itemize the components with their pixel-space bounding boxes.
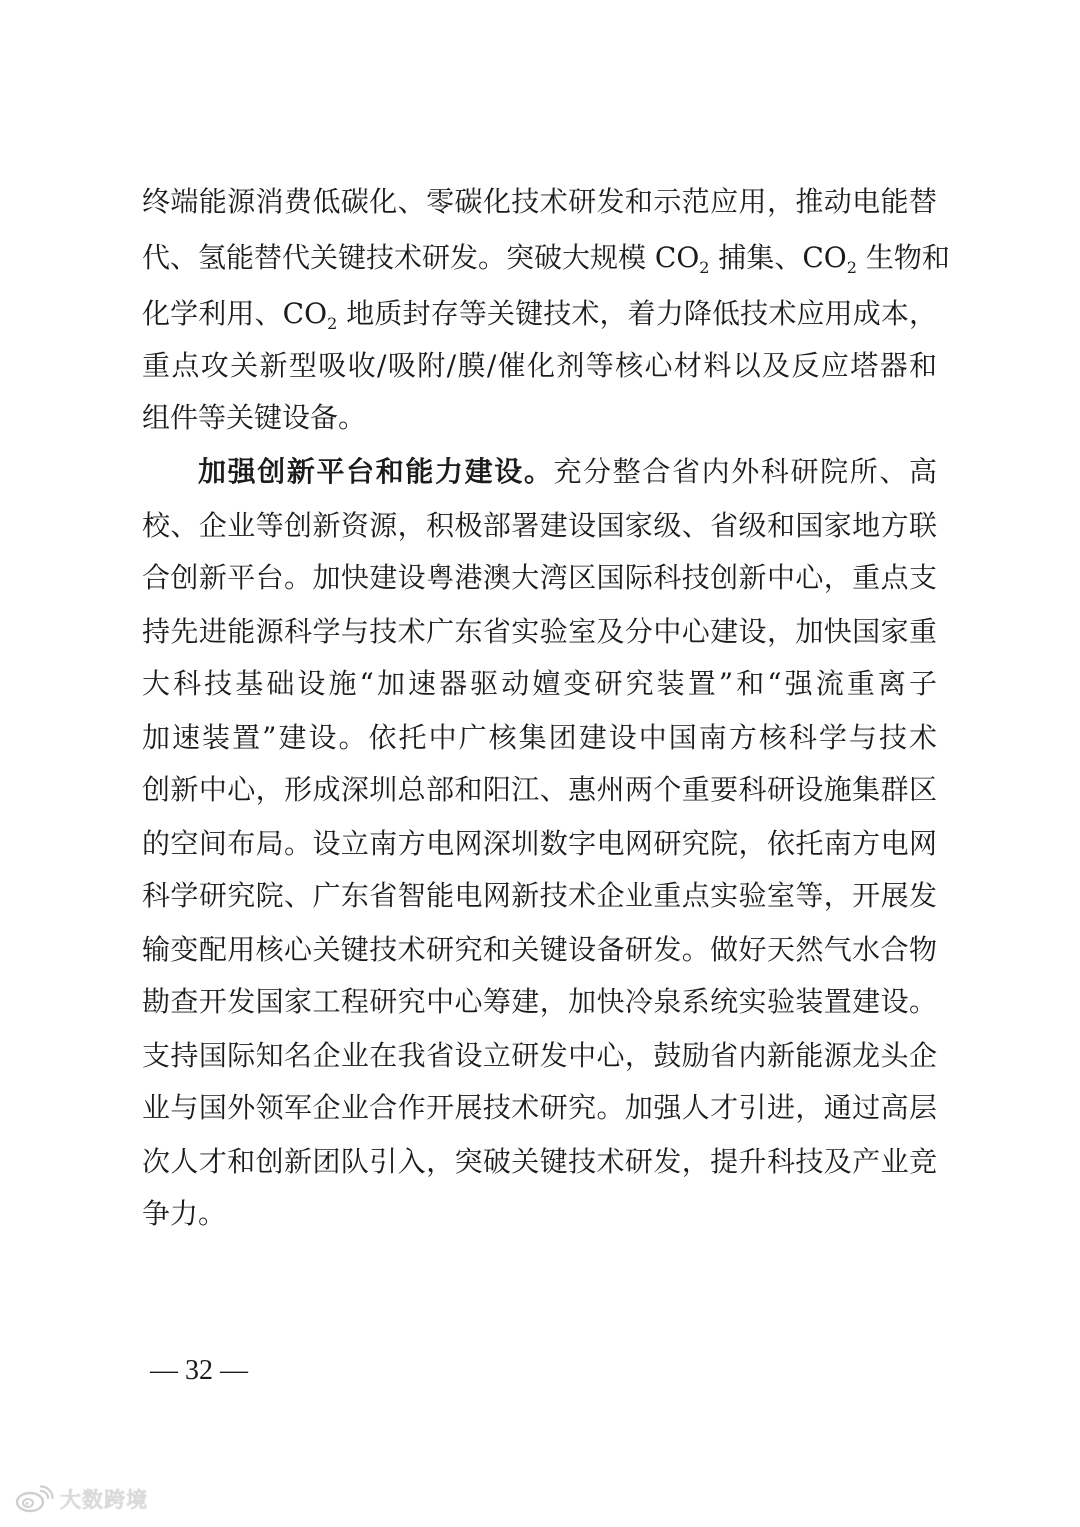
paragraph-2-line: 校、企业等创新资源，积极部署建设国家级、省级和国家地方联 <box>142 509 937 542</box>
page-number: — 32 — <box>150 1355 248 1386</box>
text-segment: 捕集、CO <box>709 241 847 274</box>
paragraph-1-line-5: 组件等关键设备。 <box>142 401 367 434</box>
weibo-logo-icon <box>14 1485 54 1513</box>
paragraph-1-line-3 <box>142 288 937 340</box>
text-segment: 充分整合省内外科研院所、高 <box>553 455 937 488</box>
paragraph-2-line: 的空间布局。设立南方电网深圳数字电网研究院，依托南方电网 <box>142 827 937 860</box>
paragraph-2-line: 业与国外领军企业合作开展技术研究。加强人才引进，通过高层 <box>142 1091 937 1124</box>
paragraph-2-line: 科学研究院、广东省智能电网新技术企业重点实验室等，开展发 <box>142 879 937 912</box>
paragraph-2-line: 大科技基础设施“加速器驱动嬗变研究装置”和“强流重离子 <box>142 667 937 700</box>
paragraph-1-line-1: 终端能源消费低碳化、零碳化技术研发和示范应用，推动电能替 <box>142 185 937 218</box>
paragraph-2-line: 争力。 <box>142 1197 227 1230</box>
paragraph-2-line: 支持国际知名企业在我省设立研发中心，鼓励省内新能源龙头企 <box>142 1039 937 1072</box>
subscript-2: 2 <box>699 258 710 277</box>
paragraph-2-line: 勘查开发国家工程研究中心筹建，加快冷泉系统实验装置建设。 <box>142 985 937 1018</box>
paragraph-2-line: 输变配用核心关键技术研究和关键设备研发。做好天然气水合物 <box>142 933 937 966</box>
paragraph-2-line-1 <box>198 446 937 498</box>
paragraph-2-line: 次人才和创新团队引入，突破关键技术研发，提升科技及产业竞 <box>142 1145 937 1178</box>
paragraph-1-line-2 <box>142 232 950 284</box>
paragraph-2-line: 加速装置”建设。依托中广核集团建设中国南方核科学与技术 <box>142 721 937 754</box>
paragraph-1-line-4: 重点攻关新型吸收/吸附/膜/催化剂等核心材料以及反应塔器和 <box>142 349 937 382</box>
watermark-text: 大数跨境 <box>60 1488 148 1512</box>
text-segment: 化学利用、CO <box>142 297 328 330</box>
subscript-2: 2 <box>846 258 857 277</box>
text-segment: 代、氢能替代关键技术研发。突破大规模 CO <box>142 241 700 274</box>
paragraph-2-line: 持先进能源科学与技术广东省实验室及分中心建设，加快国家重 <box>142 615 937 648</box>
text-segment: 生物和 <box>856 241 950 274</box>
watermark <box>14 1484 148 1514</box>
subscript-2: 2 <box>327 314 338 333</box>
paragraph-2-line: 合创新平台。加快建设粤港澳大湾区国际科技创新中心，重点支 <box>142 561 937 594</box>
paragraph-heading: 加强创新平台和能力建设。 <box>198 455 554 488</box>
text-segment: 地质封存等关键技术，着力降低技术应用成本， <box>337 297 937 330</box>
paragraph-2-line: 创新中心，形成深圳总部和阳江、惠州两个重要科研设施集群区 <box>142 773 937 806</box>
